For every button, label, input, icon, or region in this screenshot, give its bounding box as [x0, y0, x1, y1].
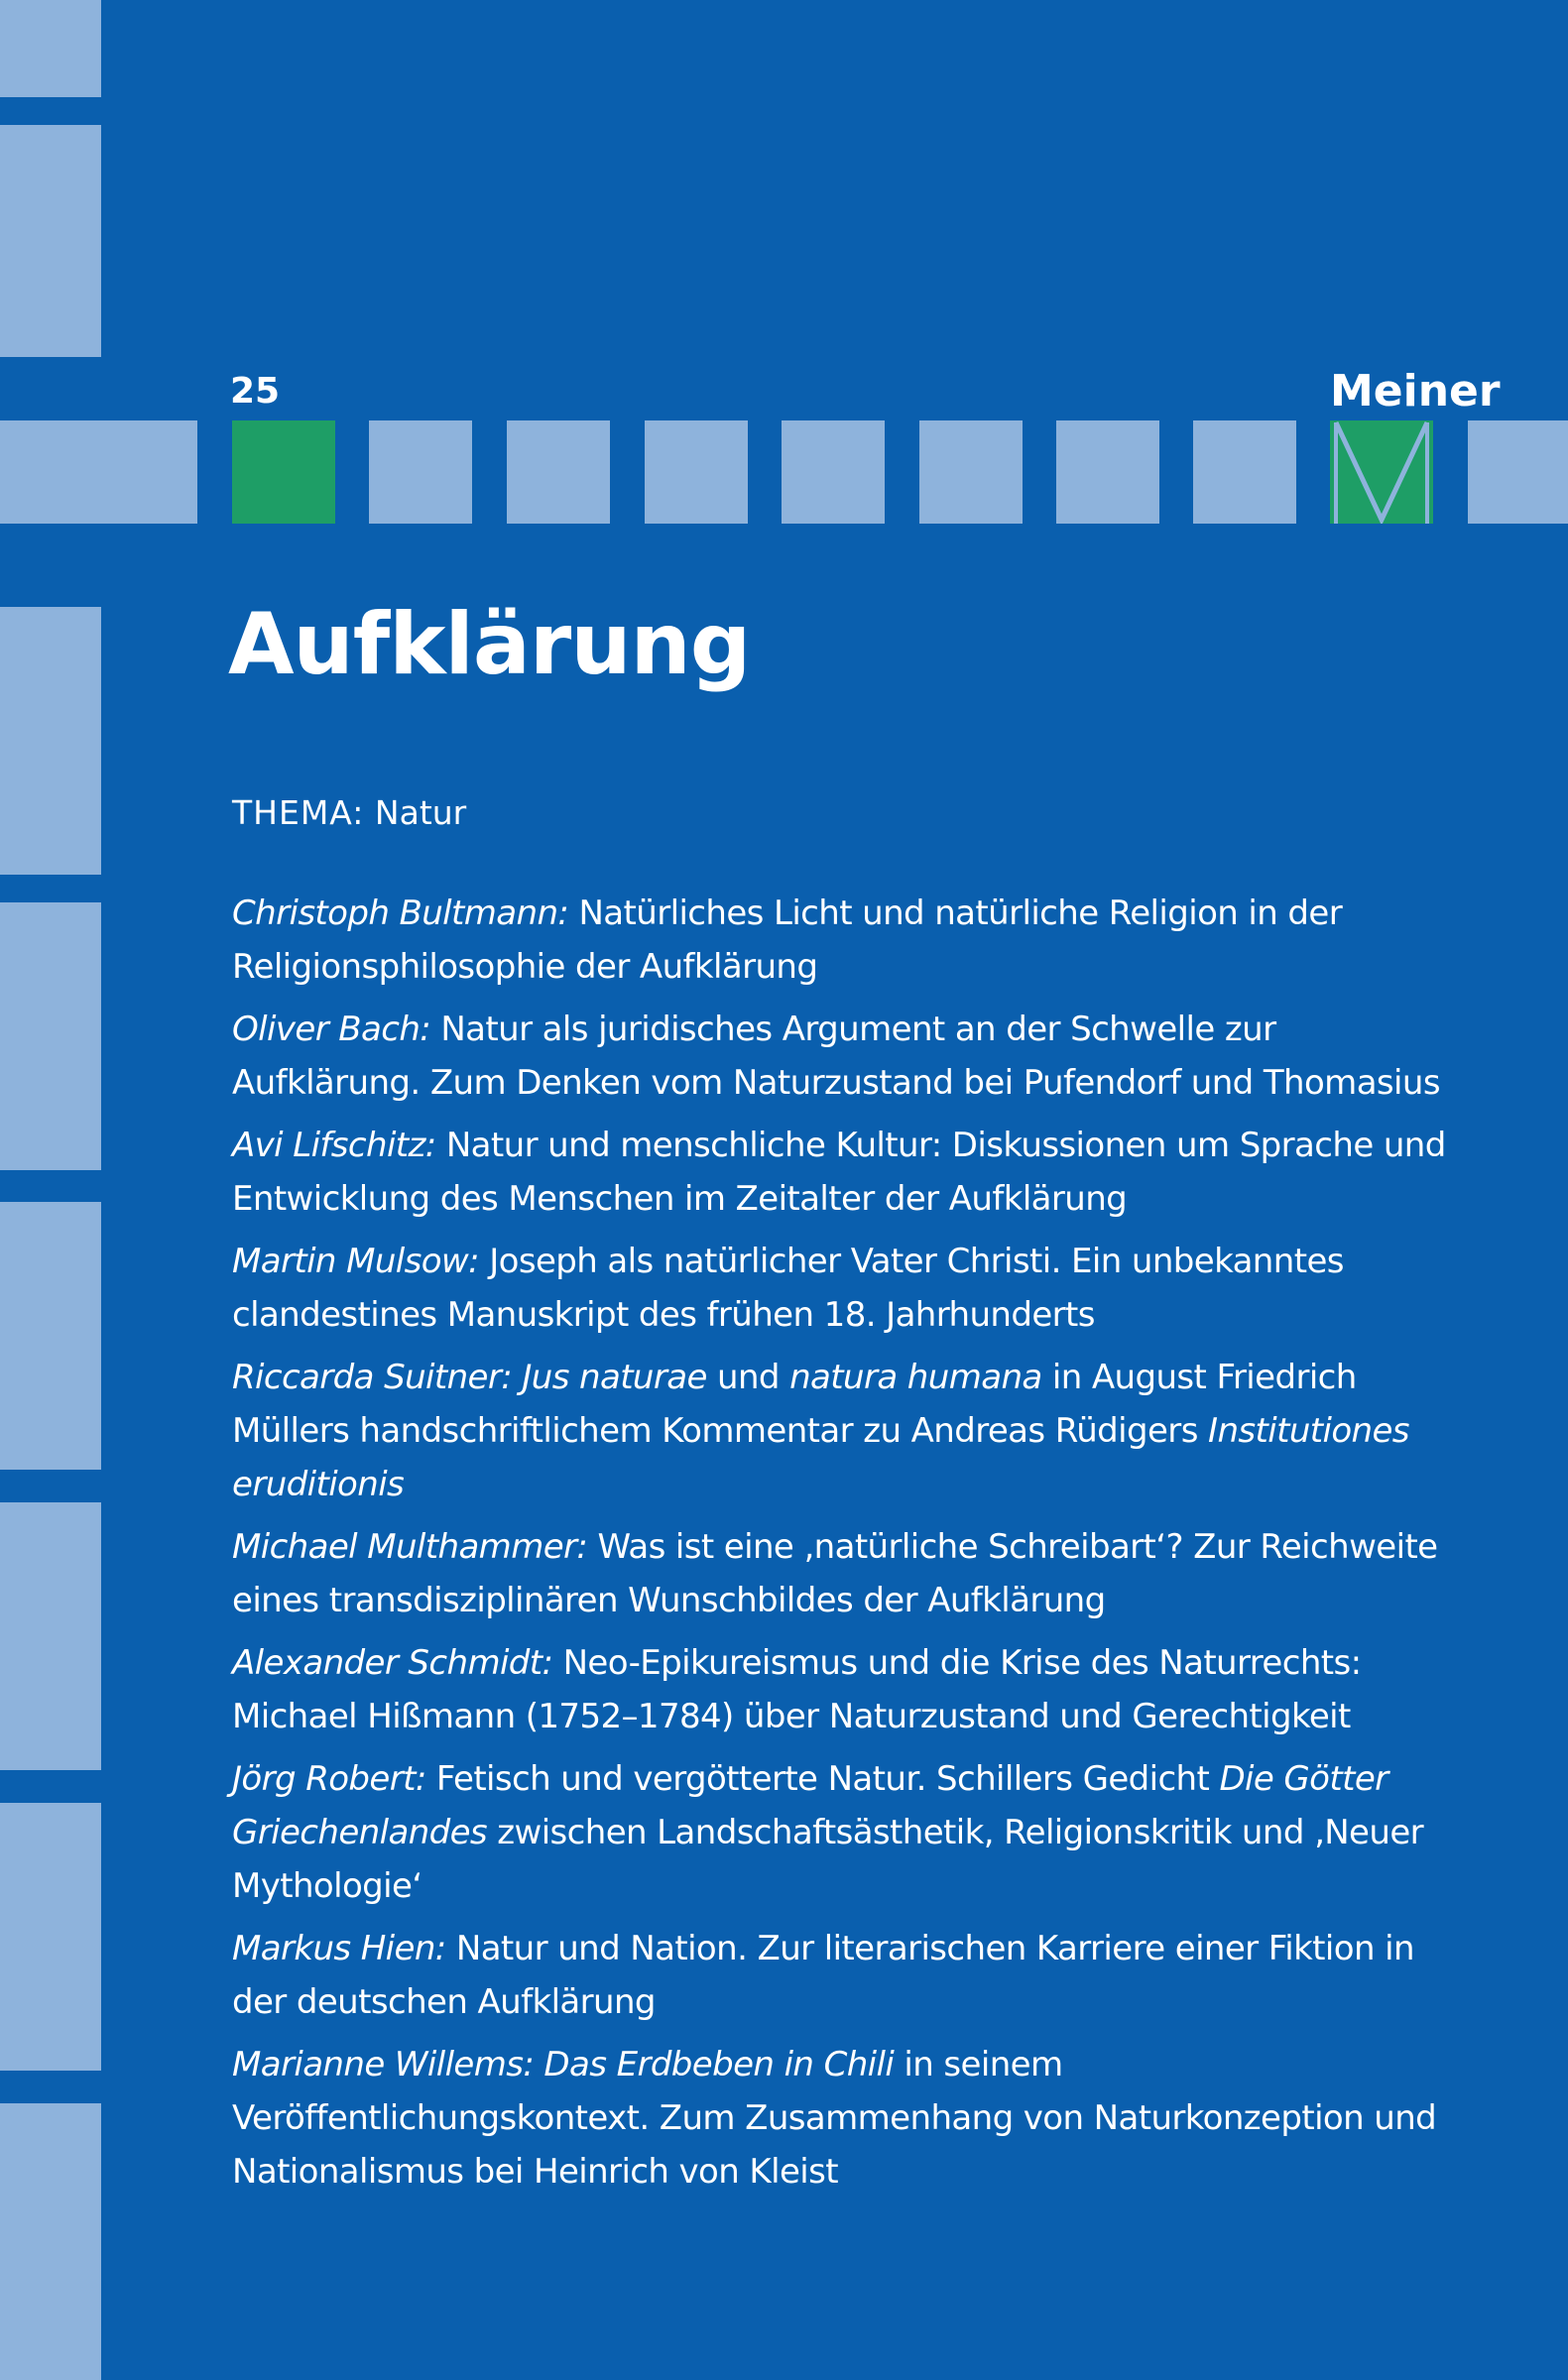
- entry-title-part: Natur als juridisches Argument an der Schwelle zur Aufklärung. Zum Denken vom Naturzustand bei Pufendorf und Thomasius: [232, 1010, 1440, 1103]
- entry-title-part: und: [706, 1358, 790, 1397]
- band-square: [645, 420, 748, 524]
- band-square-green: [232, 420, 335, 524]
- entry-author: Avi Lifschitz:: [232, 1126, 436, 1165]
- contents-entry: [232, 1119, 1462, 1226]
- theme-label: THEMA:: [232, 793, 365, 832]
- entry-author: Christoph Bultmann:: [232, 893, 569, 933]
- side-block: [0, 607, 101, 875]
- entry-title-part: Was ist eine ‚natürliche Schreibart‘? Zur Reichweite eines transdisziplinären Wunschbildes der Aufklärung: [232, 1527, 1438, 1620]
- contents-entry: [232, 1235, 1462, 1342]
- entry-title-part: Jus naturae: [512, 1358, 707, 1397]
- band-square: [94, 420, 197, 524]
- entry-title-part: Das Erdbeben in Chili: [534, 2045, 895, 2084]
- band-square: [1193, 420, 1296, 524]
- band-square: [1056, 420, 1159, 524]
- entry-title-part: Institutiones eruditionis: [232, 1411, 1409, 1504]
- contents-entry: [232, 887, 1462, 994]
- journal-title: Aufklärung: [228, 595, 751, 694]
- band-square: [919, 420, 1023, 524]
- entry-author: Martin Mulsow:: [232, 1242, 479, 1281]
- side-block: [0, 1202, 101, 1470]
- theme-value: Natur: [374, 793, 467, 832]
- contents-entry: [232, 1351, 1462, 1511]
- entry-author: Riccarda Suitner:: [232, 1358, 513, 1397]
- contents-entry: [232, 1922, 1462, 2029]
- entry-title-part: Natur und Nation. Zur literarischen Karriere einer Fiktion in der deutschen Aufklärung: [232, 1929, 1414, 2022]
- entry-title-part: in seinem Veröffentlichungskontext. Zum Zusammenhang von Naturkonzeption und Nationalismus bei Heinrich von Kleist: [232, 2045, 1437, 2192]
- entry-title-part: Die Götter Griechenlandes: [232, 1759, 1388, 1852]
- band-square: [1468, 420, 1568, 524]
- band-square: [507, 420, 610, 524]
- entry-author: Oliver Bach:: [232, 1010, 431, 1049]
- entry-author: Marianne Willems:: [232, 2045, 535, 2084]
- entry-author: Jörg Robert:: [232, 1759, 426, 1799]
- entry-author: Markus Hien:: [232, 1929, 446, 1968]
- meiner-logo-icon: [1330, 420, 1433, 524]
- table-of-contents: [232, 887, 1462, 2207]
- side-block: [0, 1803, 101, 2071]
- entry-title-part: Natur und menschliche Kultur: Diskussionen um Sprache und Entwicklung des Menschen im Zeitalter der Aufklärung: [232, 1126, 1446, 1219]
- contents-entry: [232, 2038, 1462, 2199]
- entry-title-part: natura humana: [789, 1358, 1042, 1397]
- side-block: [0, 902, 101, 1170]
- entry-title-part: zwischen Landschaftsästhetik, Religionskritik und ‚Neuer Mythologie‘: [232, 1813, 1424, 1906]
- band-square: [369, 420, 472, 524]
- contents-entry: [232, 1003, 1462, 1110]
- contents-entry: [232, 1636, 1462, 1743]
- side-block: [0, 2103, 101, 2380]
- issue-number: 25: [230, 371, 281, 412]
- publisher-name: Meiner: [1330, 366, 1501, 416]
- side-block: [0, 0, 101, 97]
- entry-author: Alexander Schmidt:: [232, 1643, 553, 1683]
- contents-entry: [232, 1520, 1462, 1627]
- entry-title-part: Fetisch und vergötterte Natur. Schillers Gedicht: [425, 1759, 1220, 1799]
- entry-author: Michael Multhammer:: [232, 1527, 588, 1567]
- entry-title-part: in August Friedrich Müllers handschriftlichem Kommentar zu Andreas Rüdigers: [232, 1358, 1357, 1451]
- contents-entry: [232, 1752, 1462, 1913]
- band-square: [0, 420, 101, 524]
- entry-title-part: Natürliches Licht und natürliche Religion in der Religionsphilosophie der Aufklärung: [232, 893, 1343, 987]
- entry-title-part: Neo-Epikureismus und die Krise des Naturrechts: Michael Hißmann (1752–1784) über Naturzustand und Gerechtigkeit: [232, 1643, 1362, 1736]
- band-square: [782, 420, 885, 524]
- entry-title-part: Joseph als natürlicher Vater Christi. Ein unbekanntes clandestines Manuskript des frühen 18. Jahrhunderts: [232, 1242, 1344, 1335]
- side-block: [0, 125, 101, 357]
- side-block: [0, 1502, 101, 1770]
- theme-line: [232, 793, 466, 832]
